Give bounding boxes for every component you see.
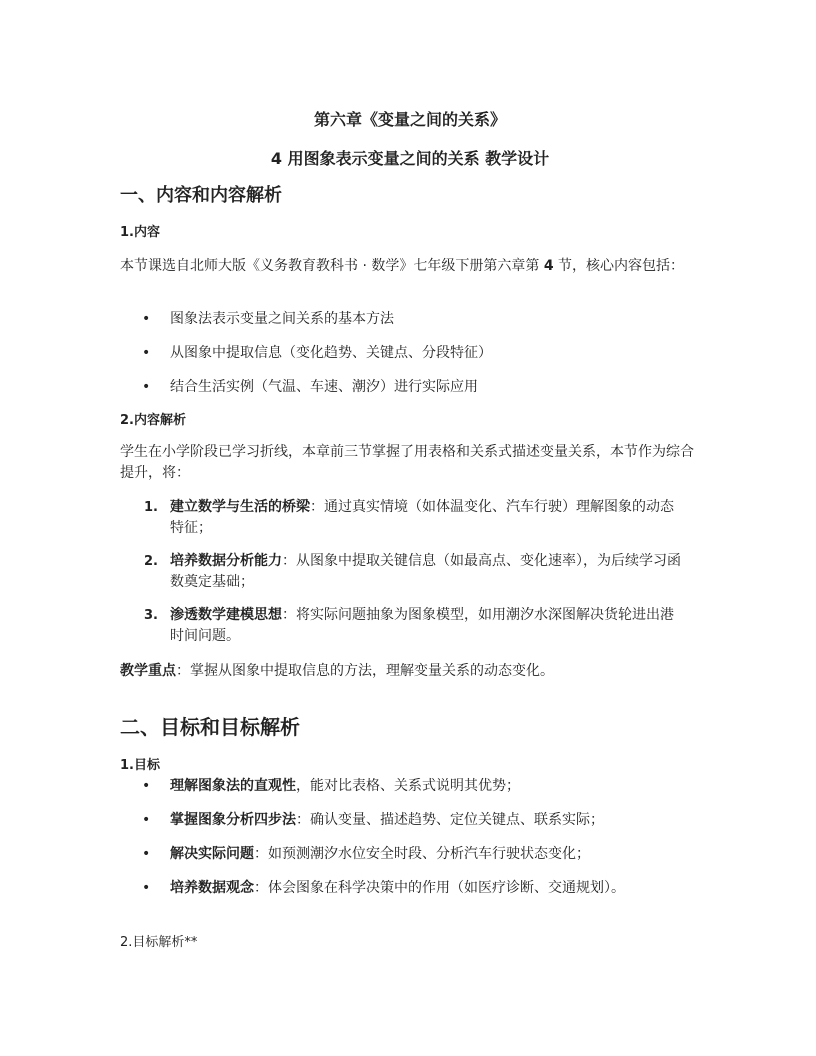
- item-text: ：体会图象在科学决策中的作用（如医疗诊断、交通规划）。: [254, 880, 625, 896]
- bullet-icon: •: [142, 379, 151, 395]
- item-text: ：如预测潮汐水位安全时段、分析汽车行驶状态变化；: [254, 846, 590, 862]
- teaching-focus: [120, 661, 695, 682]
- teaching-focus-text: ：掌握从图象中提取信息的方法，理解变量关系的动态变化。: [176, 663, 554, 679]
- content-paragraph-text-a: 本节课选自北师大版《义务教育教科书 · 数学》七年级下册第六章第: [120, 258, 544, 274]
- numbered-item-content: [170, 605, 685, 647]
- item-text: ：通过真实情境（如体温变化、汽车行驶）理解图象的动态特征；: [170, 499, 674, 536]
- section-heading-content: 一、内容和内容解析: [120, 185, 282, 206]
- content-paragraph: [120, 256, 695, 277]
- bullet-icon: •: [142, 311, 151, 327]
- item-bold-label: 培养数据观念: [170, 880, 254, 896]
- numbered-item: [120, 497, 700, 539]
- list-item-content: [170, 844, 685, 865]
- numbered-item: [120, 605, 700, 647]
- item-text: ：确认变量、描述趋势、定位关键点、联系实际；: [296, 812, 604, 828]
- item-text: ：将实际问题抽象为图象模型，如用潮汐水深图解决货轮进出港时间问题。: [170, 607, 674, 644]
- item-bold-label: 理解图象法的直观性: [170, 778, 296, 794]
- list-item-content: [170, 878, 685, 899]
- teaching-focus-label: 教学重点: [120, 663, 176, 679]
- list-item: [120, 309, 700, 330]
- section-heading-goals: 二、目标和目标解析: [120, 715, 300, 739]
- list-item-text: 结合生活实例（气温、车速、潮汐）进行实际应用: [170, 379, 478, 395]
- list-item: [120, 776, 700, 797]
- bullet-icon: •: [142, 812, 151, 828]
- item-bold-label: 培养数据分析能力: [170, 553, 282, 569]
- bullet-icon: •: [142, 880, 151, 896]
- item-bold-label: 建立数学与生活的桥梁: [170, 499, 310, 515]
- analysis-paragraph: 学生在小学阶段已学习折线，本章前三节掌握了用表格和关系式描述变量关系，本节作为综合提升，将：: [120, 444, 694, 481]
- list-item: [120, 343, 700, 364]
- bullet-icon: •: [142, 345, 151, 361]
- item-bold-label: 解决实际问题: [170, 846, 254, 862]
- numbered-item-content: [170, 497, 685, 539]
- list-item-text: 图象法表示变量之间关系的基本方法: [170, 311, 394, 327]
- document-subtitle: 4 用图象表示变量之间的关系 教学设计: [270, 149, 550, 168]
- subheading-goals: 1.目标: [120, 758, 160, 773]
- item-text: ，能对比表格、关系式说明其优势；: [296, 778, 520, 794]
- subheading-content: 1.内容: [120, 225, 160, 240]
- item-number: 1.: [144, 500, 158, 515]
- list-item-content: [170, 776, 685, 797]
- list-item: [120, 878, 700, 899]
- numbered-item: [120, 551, 700, 593]
- subheading-analysis: 2.内容解析: [120, 413, 186, 428]
- bullet-icon: •: [142, 778, 151, 794]
- list-item-content: [170, 810, 685, 831]
- list-item: [120, 844, 700, 865]
- list-item-text: 从图象中提取信息（变化趋势、关键点、分段特征）: [170, 345, 492, 361]
- item-bold-label: 渗透数学建模思想: [170, 607, 282, 623]
- subheading-goal-analysis: 2.目标解析**: [120, 935, 198, 950]
- content-paragraph-number: 4: [543, 258, 554, 274]
- item-bold-label: 掌握图象分析四步法: [170, 812, 296, 828]
- list-item: [120, 810, 700, 831]
- item-number: 2.: [144, 554, 158, 569]
- document-title: 第六章《变量之间的关系》: [313, 110, 506, 129]
- item-text: ：从图象中提取关键信息（如最高点、变化速率），为后续学习函数奠定基础；: [170, 553, 681, 590]
- list-item: [120, 377, 700, 398]
- bullet-icon: •: [142, 846, 151, 862]
- item-number: 3.: [144, 608, 158, 623]
- numbered-item-content: [170, 551, 685, 593]
- content-paragraph-text-b: 节，核心内容包括：: [553, 258, 685, 274]
